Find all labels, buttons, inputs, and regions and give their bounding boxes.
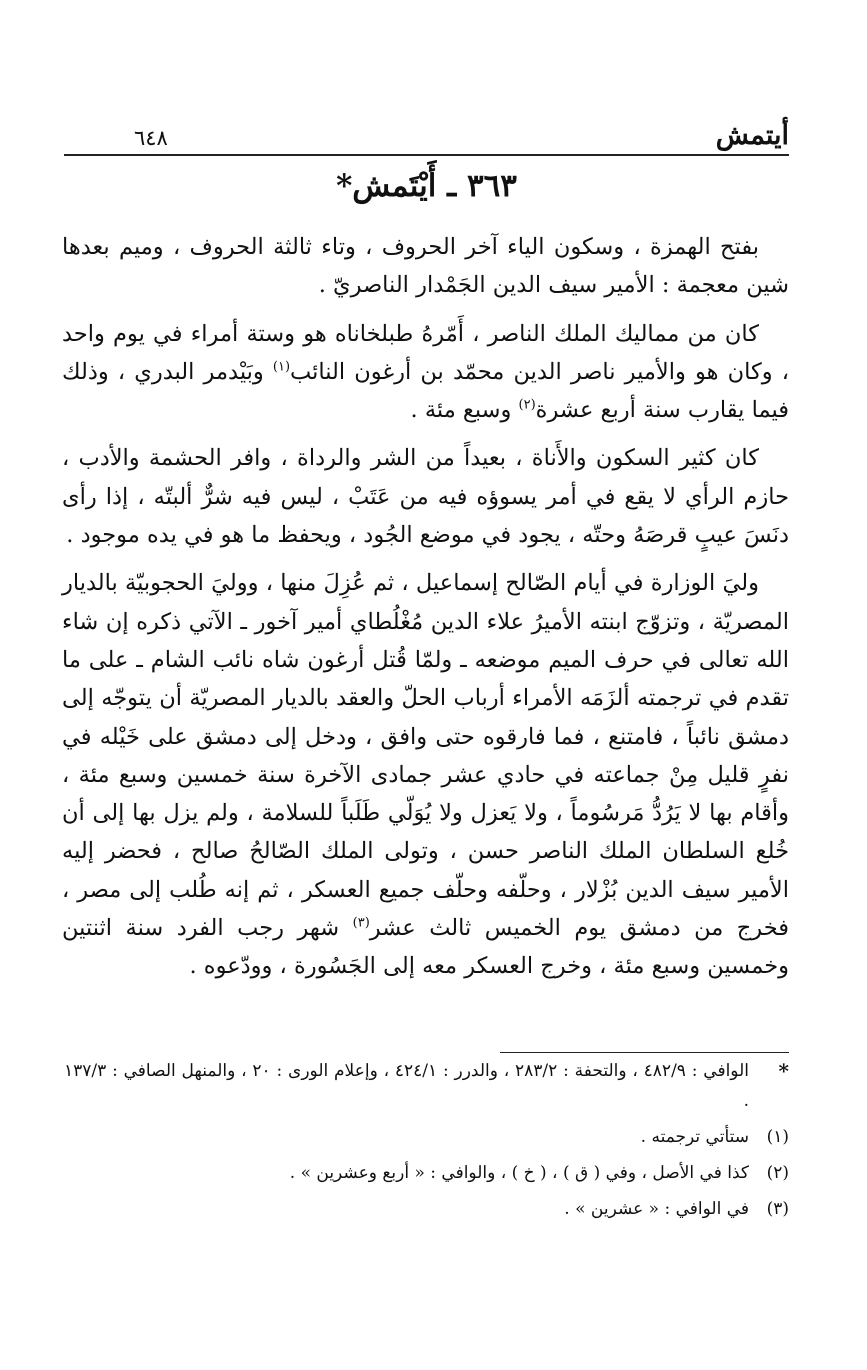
footnote-text: الوافي : ٤٨٢/٩ ، والتحفة : ٢٨٣/٢ ، والدرر : ٤٢٤/١ ، وإعلام الورى : ٢٠ ، والمنهل الصافي : ١٣٧/٣ . bbox=[64, 1061, 749, 1111]
footnote-ref-3[interactable]: (٣) bbox=[352, 915, 370, 931]
paragraph-text: وليَ الوزارة في أيام الصّالح إسماعيل ، ثم عُزِلَ منها ، ووليَ الحجوبيّة بالديار المصريّة ، وتزوّج ابنته الأميرُ علاء الدين مُغْلُطاي أمير آخور ـ الآتي ذكره إن شاء الله تعالى في حرف الميم موضعه ـ ولمّا قُتل أرغون شاه نائب الشام ـ على ما تقدم في ترجمته ألزَمَه الأمراء أرباب الحلّ والعقد بالديار المصريّة أن يتوجّه إلى دمشق نائباً ، فامتنع ، فما فارقوه حتى وافق ، ودخل إلى دمشق على خَيْله في نفرٍ قليل مِنْ جماعته في حادي عشر جمادى الآخرة سنة خمسين وسبع مئة ، وأقام بها لا يَرُدُّ مَرسُوماً ، ولا يَعزل ولا يُوَلّي طَلَباً للسلامة ، ولم يزل بها إلى أن خُلع السلطان الملك الناصر حسن ، وتولى الملك الصّالحُ صالح ، فحضر إليه الأمير سيف الدين بُزْلار ، وحلّفه وحلّف جميع العسكر ، ثم إنه طُلب إلى مصر ، فخرج من دمشق يوم الخميس ثالث عشر bbox=[62, 570, 789, 942]
paragraph-offices bbox=[62, 564, 789, 985]
entry-title: ٣٦٣ ـ أَيْتَمش* bbox=[336, 168, 517, 204]
footnote-mark: * bbox=[778, 1059, 789, 1083]
page-number: ٦٤٨ bbox=[134, 126, 168, 150]
running-title: أيتمش bbox=[715, 120, 789, 151]
footnotes bbox=[64, 1056, 789, 1230]
footnote-ref-2[interactable]: (٢) bbox=[518, 397, 536, 413]
footnote-text: في الوافي : « عشرين » . bbox=[564, 1199, 749, 1219]
paragraph-text: وبَيْدمر البدري ، وذلك فيما يقارب سنة أربع عشرة bbox=[62, 358, 789, 424]
footnote-ref-1[interactable]: (١) bbox=[272, 359, 291, 375]
footnote-2 bbox=[64, 1158, 789, 1188]
footnote-divider bbox=[500, 1052, 789, 1053]
paragraph-vocalization: بفتح الهمزة ، وسكون الياء آخر الحروف ، وتاء ثالثة الحروف ، وميم بعدها شين معجمة : الأمير سيف الدين الجَمْدار الناصريّ . bbox=[62, 234, 789, 299]
footnote-3 bbox=[64, 1194, 789, 1224]
footnote-text: كذا في الأصل ، وفي ( ق ) ، ( خ ) ، والوافي : « أربع وعشرين » . bbox=[289, 1163, 749, 1183]
paragraph-text: كان من مماليك الملك الناصر ، أَمّرهُ طبلخاناه هو وستة أمراء في يوم واحد ، وكان هو والأمير ناصر الدين محمّد بن أرغون النائب bbox=[62, 320, 789, 385]
footnote-mark: (٢) bbox=[766, 1163, 789, 1183]
footnote-sources bbox=[64, 1056, 789, 1116]
entry-body bbox=[62, 228, 789, 996]
paragraph-character: كان كثير السكون والأَناة ، بعيداً من الشر والرداة ، وافر الحشمة والأدب ، حازم الرأي لا يقع في أمر يسوؤه فيه من عَتَبْ ، ليس فيه شرٌّ ألبتّه ، إذا رأى دنَسَ عيبٍ قرصَهُ وحتّه ، يجود في موضع الجُود ، ويحفظ ما هو في يده موجود . bbox=[62, 445, 789, 549]
footnote-mark: (١) bbox=[766, 1127, 789, 1147]
footnote-1 bbox=[64, 1122, 789, 1152]
paragraph-text: وسبع مئة . bbox=[410, 397, 519, 424]
footnote-text: ستأتي ترجمته . bbox=[640, 1127, 749, 1147]
running-header bbox=[64, 118, 789, 156]
paragraph-text: شهر رجب الفرد سنة اثنتين وخمسين وسبع مئة ، وخرج العسكر معه إلى الجَسُورة ، وودّعوه . bbox=[62, 915, 789, 980]
footnote-mark: (٣) bbox=[766, 1199, 789, 1219]
paragraph-career bbox=[62, 315, 789, 430]
